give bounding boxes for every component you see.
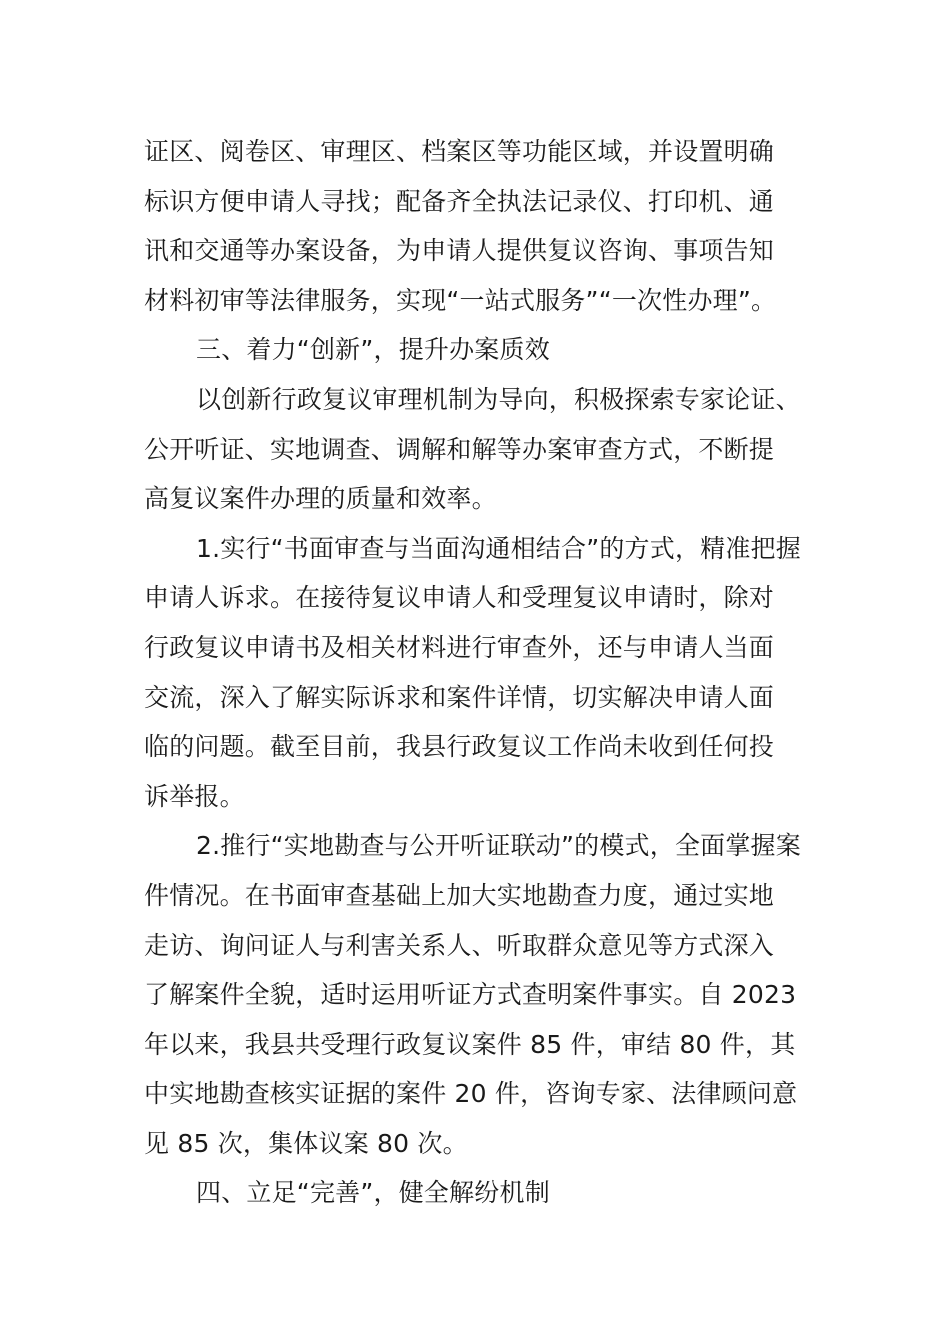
paragraph-line: 公开听证、实地调查、调解和解等办案审查方式，不断提 — [144, 434, 775, 464]
paragraph-line: 讯和交通等办案设备，为申请人提供复议咨询、事项告知 — [144, 236, 775, 266]
paragraph-line: 材料初审等法律服务，实现“一站式服务”“一次性办理”。 — [144, 285, 777, 315]
paragraph-line: 见 85 次，集体议案 80 次。 — [144, 1128, 468, 1158]
paragraph-line: 交流，深入了解实际诉求和案件详情，切实解决申请人面 — [144, 682, 775, 712]
paragraph-line: 走访、询问证人与利害关系人、听取群众意见等方式深入 — [144, 930, 775, 960]
paragraph-line: 标识方便申请人寻找；配备齐全执法记录仪、打印机、通 — [144, 186, 775, 216]
paragraph-line: 2.推行“实地勘查与公开听证联动”的模式，全面掌握案 — [196, 831, 801, 861]
paragraph-line: 诉举报。 — [144, 781, 245, 811]
paragraph-line: 行政复议申请书及相关材料进行审查外，还与申请人当面 — [144, 632, 775, 662]
paragraph-line: 年以来，我县共受理行政复议案件 85 件，审结 80 件，其 — [144, 1029, 796, 1059]
document-body — [144, 127, 814, 1218]
paragraph-line: 临的问题。截至目前，我县行政复议工作尚未收到任何投 — [144, 732, 775, 762]
paragraph-line: 件情况。在书面审查基础上加大实地勘查力度，通过实地 — [144, 880, 775, 910]
paragraph-line: 证区、阅卷区、审理区、档案区等功能区域，并设置明确 — [144, 137, 775, 166]
paragraph-line: 申请人诉求。在接待复议申请人和受理复议申请时，除对 — [144, 583, 775, 613]
paragraph-line: 中实地勘查核实证据的案件 20 件，咨询专家、法律顾问意 — [144, 1079, 798, 1109]
paragraph-line: 高复议案件办理的质量和效率。 — [144, 484, 497, 514]
paragraph-line: 以创新行政复议审理机制为导向，积极探索专家论证、 — [196, 384, 801, 414]
paragraph-line: 1.实行“书面审查与当面沟通相结合”的方式，精准把握 — [196, 533, 801, 563]
paragraph-line: 了解案件全貌，适时运用听证方式查明案件事实。自 2023 — [144, 980, 797, 1010]
section-heading: 四、立足“完善”，健全解纷机制 — [196, 1178, 550, 1208]
section-heading: 三、着力“创新”，提升办案质效 — [196, 335, 550, 365]
